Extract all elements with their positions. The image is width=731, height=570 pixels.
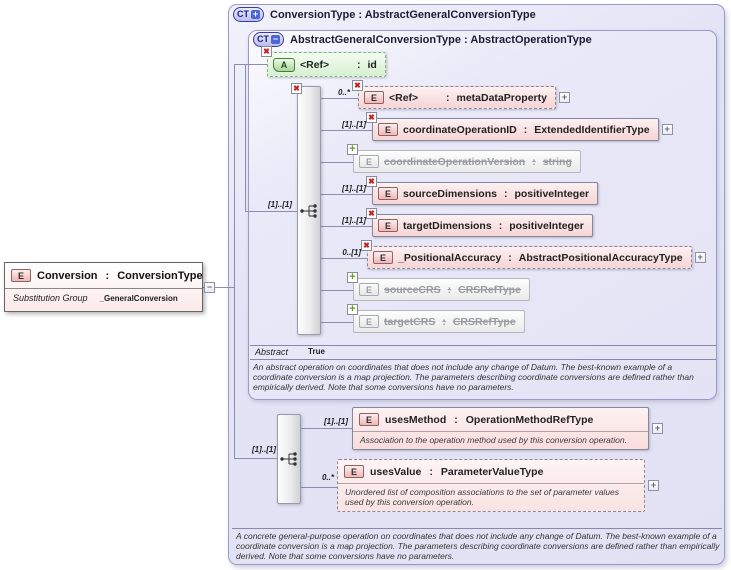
element-type: metaDataProperty — [456, 91, 547, 104]
element-name: targetCRS — [384, 315, 436, 328]
element-row-usesvalue[interactable] — [337, 459, 659, 512]
complex-type-icon[interactable] — [253, 32, 284, 47]
prohibited-badge-icon: ✖ — [352, 80, 363, 91]
optional-add-badge-icon: + — [347, 272, 358, 283]
cardinality-label: [1]..[1] — [342, 120, 366, 129]
attribute-icon: A — [273, 58, 295, 72]
element-name: usesValue — [370, 465, 422, 478]
substitution-group-label: Substitution Group — [13, 293, 88, 303]
element-row-sourcedimensions[interactable] — [368, 176, 598, 205]
element-row-metadataproperty[interactable] — [354, 80, 570, 109]
element-type: positiveInteger — [509, 219, 584, 232]
element-row-targetdimensions[interactable] — [368, 208, 593, 237]
type-separator: : — [454, 413, 458, 426]
element-row-targetcrs[interactable] — [349, 303, 525, 333]
expand-button[interactable]: + — [662, 124, 673, 135]
type-separator: : — [429, 465, 433, 478]
element-icon: E — [359, 413, 379, 426]
element-row-coordinateoperationversion[interactable] — [349, 143, 581, 173]
element-icon: E — [373, 251, 393, 264]
complex-type-icon[interactable] — [233, 7, 264, 22]
divider — [232, 528, 722, 529]
element-icon: E — [359, 283, 379, 296]
element-name: sourceDimensions — [403, 187, 497, 200]
expand-button[interactable]: + — [648, 480, 659, 491]
prohibited-badge-icon: ✖ — [361, 240, 372, 251]
element-type: positiveInteger — [514, 187, 590, 200]
element-name: targetDimensions — [403, 219, 492, 232]
element-type: AbstractPositionalAccuracyType — [518, 251, 683, 264]
prohibited-badge-icon: ✖ — [366, 112, 377, 123]
type-separator: : — [105, 269, 110, 282]
ct-icon-label: CT — [257, 34, 269, 44]
collapse-toggle-icon[interactable]: − — [272, 34, 279, 44]
element-icon: E — [378, 187, 398, 200]
prohibited-badge-icon: ✖ — [291, 83, 302, 94]
collapse-button[interactable]: − — [204, 282, 215, 293]
cardinality-label: 0..* — [321, 473, 334, 482]
prohibited-badge-icon: ✖ — [366, 208, 377, 219]
element-type: CRSRefType — [458, 283, 521, 296]
element-icon: E — [11, 269, 31, 282]
prohibited-badge-icon: ✖ — [261, 46, 272, 57]
abstractgeneralconversion-title: AbstractGeneralConversionType : AbstractOperationType — [290, 33, 592, 46]
abstract-facet-label: Abstract — [255, 347, 289, 357]
usesvalue-annotation: Unordered list of composition associations to the set of parameter values used by this conversion operation. — [345, 487, 620, 507]
element-type: OperationMethodRefType — [465, 413, 594, 426]
usesmethod-annotation: Association to the operation method used by this conversion operation. — [360, 435, 627, 445]
expand-button[interactable]: + — [559, 92, 570, 103]
connector-line — [245, 64, 246, 211]
element-row-sourcecrs[interactable] — [349, 271, 530, 301]
element-type: ParameterValueType — [440, 465, 544, 478]
element-type: ConversionType — [117, 269, 203, 282]
type-separator: : — [447, 283, 452, 296]
element-icon: E — [359, 315, 379, 328]
substitution-group-value: _GeneralConversion — [99, 293, 178, 303]
conversiontype-annotation: A concrete general-purpose operation on coordinates that does not include any change of Datum. The best-known example of a coordinate conversion is a map projection. The parameters describing coordinate conversions are defined rather than empirically derived. Note that some conversions have no parameters. — [236, 531, 720, 561]
connector-line — [312, 226, 376, 227]
cardinality-label: [1]..[1] — [324, 417, 348, 426]
element-icon: E — [344, 465, 364, 478]
type-separator: : — [498, 219, 503, 232]
cardinality-label: [1]..[1] — [268, 200, 292, 209]
element-type: CRSRefType — [452, 315, 516, 328]
optional-add-badge-icon: + — [347, 144, 358, 155]
attribute-type: id — [367, 58, 377, 71]
type-separator: : — [503, 187, 508, 200]
divider — [250, 345, 716, 346]
conversiontype-header[interactable] — [233, 7, 536, 22]
sequence-icon — [299, 203, 319, 219]
element-icon: E — [359, 155, 379, 168]
conversiontype-title: ConversionType : AbstractGeneralConversionType — [270, 8, 536, 21]
element-name: coordinateOperationID — [403, 123, 517, 136]
expand-button[interactable]: + — [695, 252, 706, 263]
optional-add-badge-icon: + — [347, 304, 358, 315]
type-separator: : — [357, 58, 361, 71]
attribute-name: <Ref> — [300, 58, 330, 71]
prohibited-badge-icon: ✖ — [366, 176, 377, 187]
element-type: ExtendedIdentifierType — [534, 123, 650, 136]
element-name: usesMethod — [385, 413, 447, 426]
element-name: _PositionalAccuracy — [398, 251, 502, 264]
type-separator: : — [523, 123, 528, 136]
element-icon: E — [378, 219, 398, 232]
cardinality-label: 0..* — [337, 88, 350, 97]
connector-line — [300, 428, 352, 429]
element-conversion-header — [5, 263, 202, 289]
cardinality-label: 0..[1] — [342, 248, 361, 257]
expand-toggle-icon[interactable]: + — [252, 9, 259, 19]
connector-line — [245, 211, 297, 212]
substitution-group-row — [5, 289, 202, 303]
abstract-facet-row — [255, 347, 325, 357]
sequence-compositor[interactable] — [277, 414, 301, 504]
abstractgeneralconversion-annotation: An abstract operation on coordinates that does not include any change of Datum. The best-known example of a coordinate conversion is a map projection. The parameters describing coordinate conversions are defined rather than empirically derived. Note that some conversions have no parameters. — [253, 362, 694, 392]
divider — [250, 359, 716, 360]
element-type: string — [542, 155, 572, 168]
element-name: Conversion — [37, 269, 98, 282]
connector-line — [300, 487, 337, 488]
connector-line — [234, 64, 267, 65]
type-separator: : — [532, 155, 536, 168]
connector-line — [234, 458, 277, 459]
element-name: sourceCRS — [384, 283, 441, 296]
sequence-compositor[interactable] — [293, 83, 321, 335]
expand-button[interactable]: + — [652, 423, 663, 434]
cardinality-label: [1]..[1] — [342, 184, 366, 193]
element-conversion-box[interactable] — [4, 262, 203, 312]
element-name: <Ref> — [389, 91, 419, 104]
type-separator: : — [446, 91, 450, 104]
element-name: coordinateOperationVersion — [384, 155, 526, 168]
connector-line — [312, 194, 376, 195]
abstractgeneralconversion-header[interactable] — [253, 32, 592, 47]
sequence-icon — [279, 451, 299, 467]
element-row-coordinateoperationid[interactable] — [368, 112, 673, 141]
cardinality-label: [1]..[1] — [252, 445, 276, 454]
attribute-ref[interactable] — [263, 46, 386, 77]
element-icon: E — [378, 123, 398, 136]
abstract-facet-value: True — [308, 347, 325, 356]
connector-line — [312, 130, 376, 131]
connector-line — [234, 64, 235, 458]
ct-icon-label: CT — [237, 9, 249, 19]
type-separator: : — [442, 315, 446, 328]
element-row-positionalaccuracy[interactable] — [363, 240, 706, 269]
element-icon: E — [364, 91, 384, 104]
element-row-usesmethod[interactable] — [352, 407, 663, 450]
cardinality-label: [1]..[1] — [342, 216, 366, 225]
type-separator: : — [508, 251, 512, 264]
